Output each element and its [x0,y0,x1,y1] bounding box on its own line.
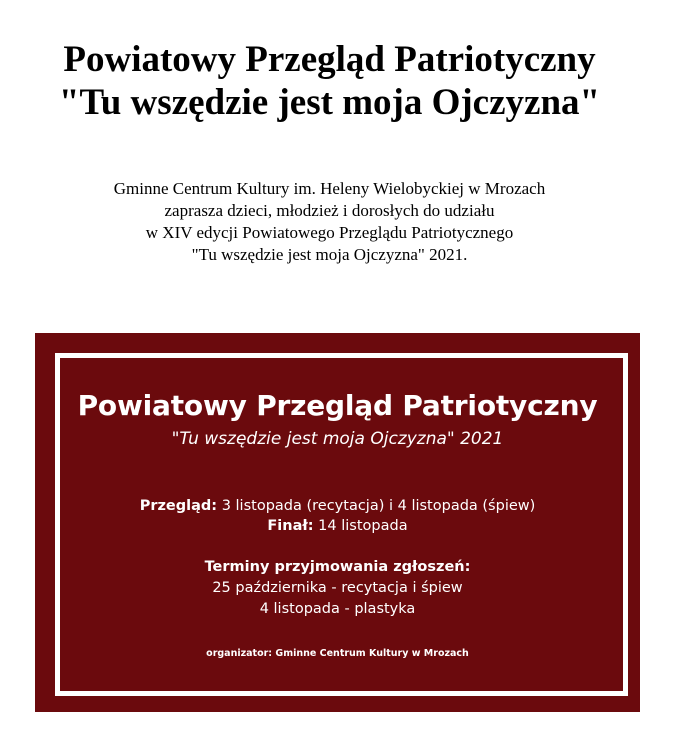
poster-final-label: Finał: [267,518,314,534]
poster-review-label: Przegląd: [139,498,218,514]
poster-deadline-2: 4 listopada - plastyka [259,601,416,617]
page-title [0,38,659,124]
intro-line: w XIV edycji Powiatowego Przeglądu Patriotycznego [145,223,514,242]
poster-final-date [35,516,640,536]
poster-deadlines-heading: Terminy przyjmowania zgłoszeń: [204,559,471,575]
intro-line: Gminne Centrum Kultury im. Heleny Wielobyckiej w Mrozach [113,179,546,198]
poster-title: Powiatowy Przegląd Patriotyczny [77,389,598,422]
intro-line: zaprasza dzieci, młodzież i dorosłych do udziału [164,201,495,220]
intro-paragraph [0,178,659,266]
page-title-line-2: "Tu wszędzie jest moja Ojczyzna" [58,82,601,123]
poster-review-value: 3 listopada (recytacja) i 4 listopada (śpiew) [221,498,536,514]
intro-line: "Tu wszędzie jest moja Ojczyzna" 2021. [191,245,468,264]
page-title-line-1: Powiatowy Przegląd Patriotyczny [63,39,596,80]
event-poster [35,333,640,712]
poster-final-value: 14 listopada [318,518,408,534]
poster-deadline-1: 25 października - recytacja i śpiew [212,580,463,596]
poster-organizer: organizator: Gminne Centrum Kultury w Mrozach [206,648,469,659]
poster-review-dates [35,496,640,516]
poster-subtitle: "Tu wszędzie jest moja Ojczyzna" 2021 [171,429,504,449]
